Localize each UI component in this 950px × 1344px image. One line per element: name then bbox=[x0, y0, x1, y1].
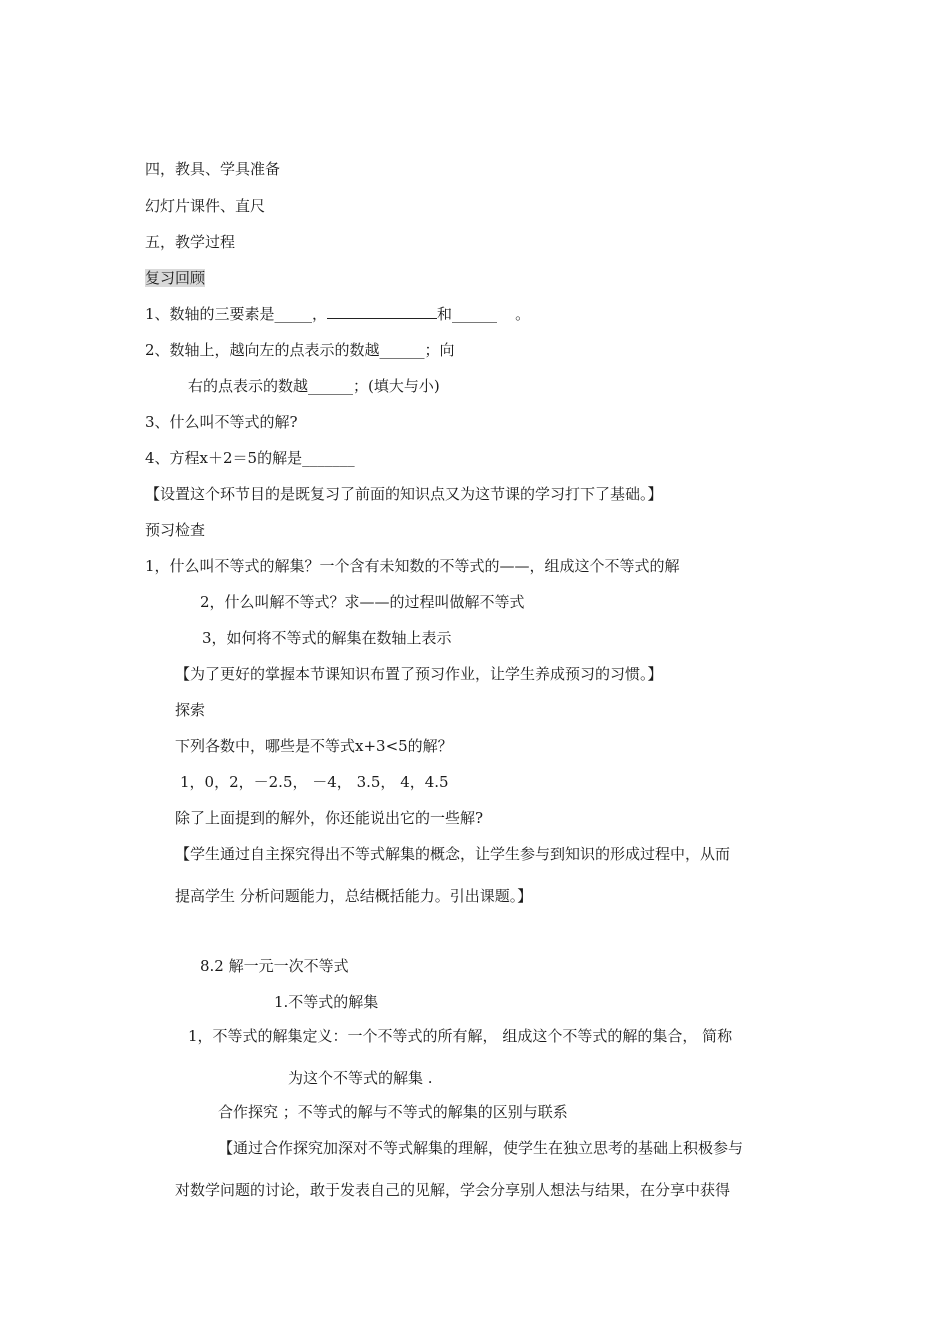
q1-blank bbox=[327, 304, 437, 319]
preview-note: 【为了更好的掌握本节课知识布置了预习作业，让学生养成预习的习惯。】 bbox=[175, 665, 663, 683]
q1-part-c: 。 bbox=[515, 305, 531, 323]
explore-question: 下列各数中，哪些是不等式x+3<5的解？ bbox=[175, 737, 453, 755]
review-question-3: 3、什么叫不等式的解? bbox=[145, 413, 298, 431]
explore-followup: 除了上面提到的解外，你还能说出它的一些解? bbox=[175, 809, 484, 827]
subsection-title: 1.不等式的解集 bbox=[274, 993, 379, 1011]
preview-item-3: 3，如何将不等式的解集在数轴上表示 bbox=[202, 629, 452, 647]
review-question-4: 4、方程x＋2＝5的解是_______ bbox=[145, 449, 355, 467]
heading-teaching-tools: 四，教具、学具准备 bbox=[145, 160, 281, 178]
q1-part-a: 1、数轴的三要素是_____， bbox=[145, 305, 328, 323]
explore-note-line-2: 提高学生 分析问题能力，总结概括能力。引出课题。】 bbox=[175, 887, 533, 905]
review-question-2a: 2、数轴上，越向左的点表示的数越______；向 bbox=[145, 341, 455, 359]
explore-note-line-1: 【学生通过自主探究得出不等式解集的概念，让学生参与到知识的形成过程中，从而 bbox=[175, 845, 731, 863]
section-review bbox=[145, 268, 205, 288]
definition-line-2: 为这个不等式的解集 . bbox=[288, 1069, 433, 1087]
review-note: 【设置这个环节目的是既复习了前面的知识点又为这节课的学习打下了基础。】 bbox=[145, 485, 663, 503]
preview-item-1: 1，什么叫不等式的解集？一个含有未知数的不等式的——，组成这个不等式的解 bbox=[145, 557, 680, 575]
q1-part-b: 和______ bbox=[437, 305, 498, 323]
section-preview: 预习检查 bbox=[145, 521, 206, 539]
heading-teaching-process: 五，教学过程 bbox=[145, 233, 236, 251]
definition-line-1: 1，不等式的解集定义：一个不等式的所有解， 组成这个不等式的解的集合， 简称 bbox=[188, 1027, 733, 1045]
cooperative-note-line-1: 【通过合作探究加深对不等式解集的理解，使学生在独立思考的基础上积极参与 bbox=[218, 1139, 744, 1157]
review-question-2b: 右的点表示的数越______；(填大与小) bbox=[188, 377, 440, 395]
preview-item-2: 2，什么叫解不等式？求——的过程叫做解不等式 bbox=[200, 593, 525, 611]
teaching-tools-list: 幻灯片课件、直尺 bbox=[145, 197, 266, 215]
review-question-1 bbox=[145, 304, 530, 324]
cooperative-inquiry: 合作探究 ；不等式的解与不等式的解集的区别与联系 bbox=[218, 1103, 568, 1121]
explore-number-list: 1，0，2，－2.5， －4， 3.5， 4，4.5 bbox=[180, 773, 449, 791]
section-title: 8.2 解一元一次不等式 bbox=[200, 957, 349, 975]
cooperative-note-line-2: 对数学问题的讨论，敢于发表自己的见解，学会分享别人想法与结果，在分享中获得 bbox=[175, 1181, 731, 1199]
section-explore: 探索 bbox=[175, 701, 206, 719]
review-label-highlighted: 复习回顾 bbox=[145, 269, 206, 287]
